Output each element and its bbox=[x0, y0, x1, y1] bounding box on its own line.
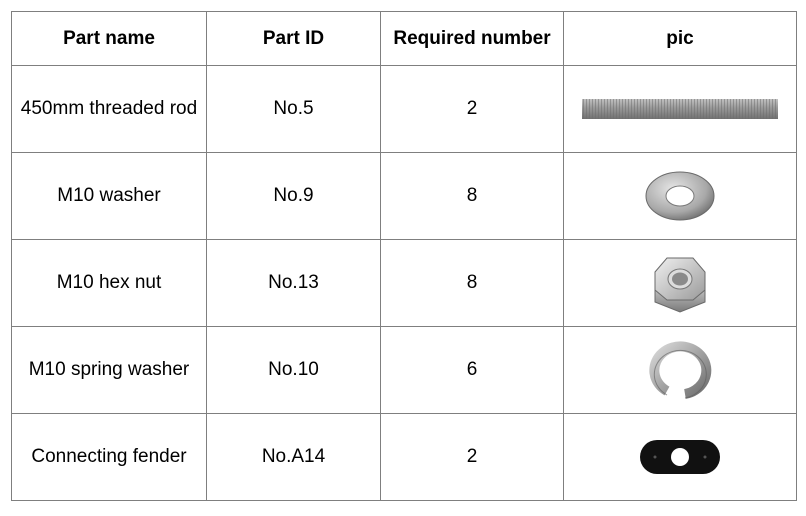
parts-table bbox=[11, 11, 797, 501]
required-number-cell: 2 bbox=[381, 66, 564, 153]
required-number-cell: 8 bbox=[381, 153, 564, 240]
spring-washer-icon bbox=[645, 337, 715, 403]
table-row bbox=[12, 66, 797, 153]
part-name-cell: M10 spring washer bbox=[12, 327, 207, 414]
connecting-fender-icon bbox=[635, 434, 725, 480]
part-id-cell: No.10 bbox=[207, 327, 381, 414]
required-number-cell: 8 bbox=[381, 240, 564, 327]
pic-cell bbox=[564, 153, 797, 240]
part-name-cell: M10 hex nut bbox=[12, 240, 207, 327]
table-row bbox=[12, 327, 797, 414]
washer-icon bbox=[640, 166, 720, 226]
parts-table-wrapper bbox=[11, 11, 797, 501]
part-id-cell: No.A14 bbox=[207, 414, 381, 501]
part-name-cell: 450mm threaded rod bbox=[12, 66, 207, 153]
part-id-cell: No.13 bbox=[207, 240, 381, 327]
pic-cell bbox=[564, 327, 797, 414]
header-pic: pic bbox=[564, 12, 797, 66]
required-number-cell: 2 bbox=[381, 414, 564, 501]
part-id-cell: No.9 bbox=[207, 153, 381, 240]
hex-nut-icon bbox=[645, 250, 715, 316]
pic-cell bbox=[564, 240, 797, 327]
header-required-number: Required number bbox=[381, 12, 564, 66]
required-number-cell: 6 bbox=[381, 327, 564, 414]
part-id-cell: No.5 bbox=[207, 66, 381, 153]
pic-cell bbox=[564, 414, 797, 501]
threaded-rod-icon bbox=[580, 94, 780, 124]
pic-cell bbox=[564, 66, 797, 153]
table-header-row bbox=[12, 12, 797, 66]
table-row bbox=[12, 414, 797, 501]
header-part-name: Part name bbox=[12, 12, 207, 66]
header-part-id: Part ID bbox=[207, 12, 381, 66]
part-name-cell: Connecting fender bbox=[12, 414, 207, 501]
part-name-cell: M10 washer bbox=[12, 153, 207, 240]
table-row bbox=[12, 240, 797, 327]
table-row bbox=[12, 153, 797, 240]
